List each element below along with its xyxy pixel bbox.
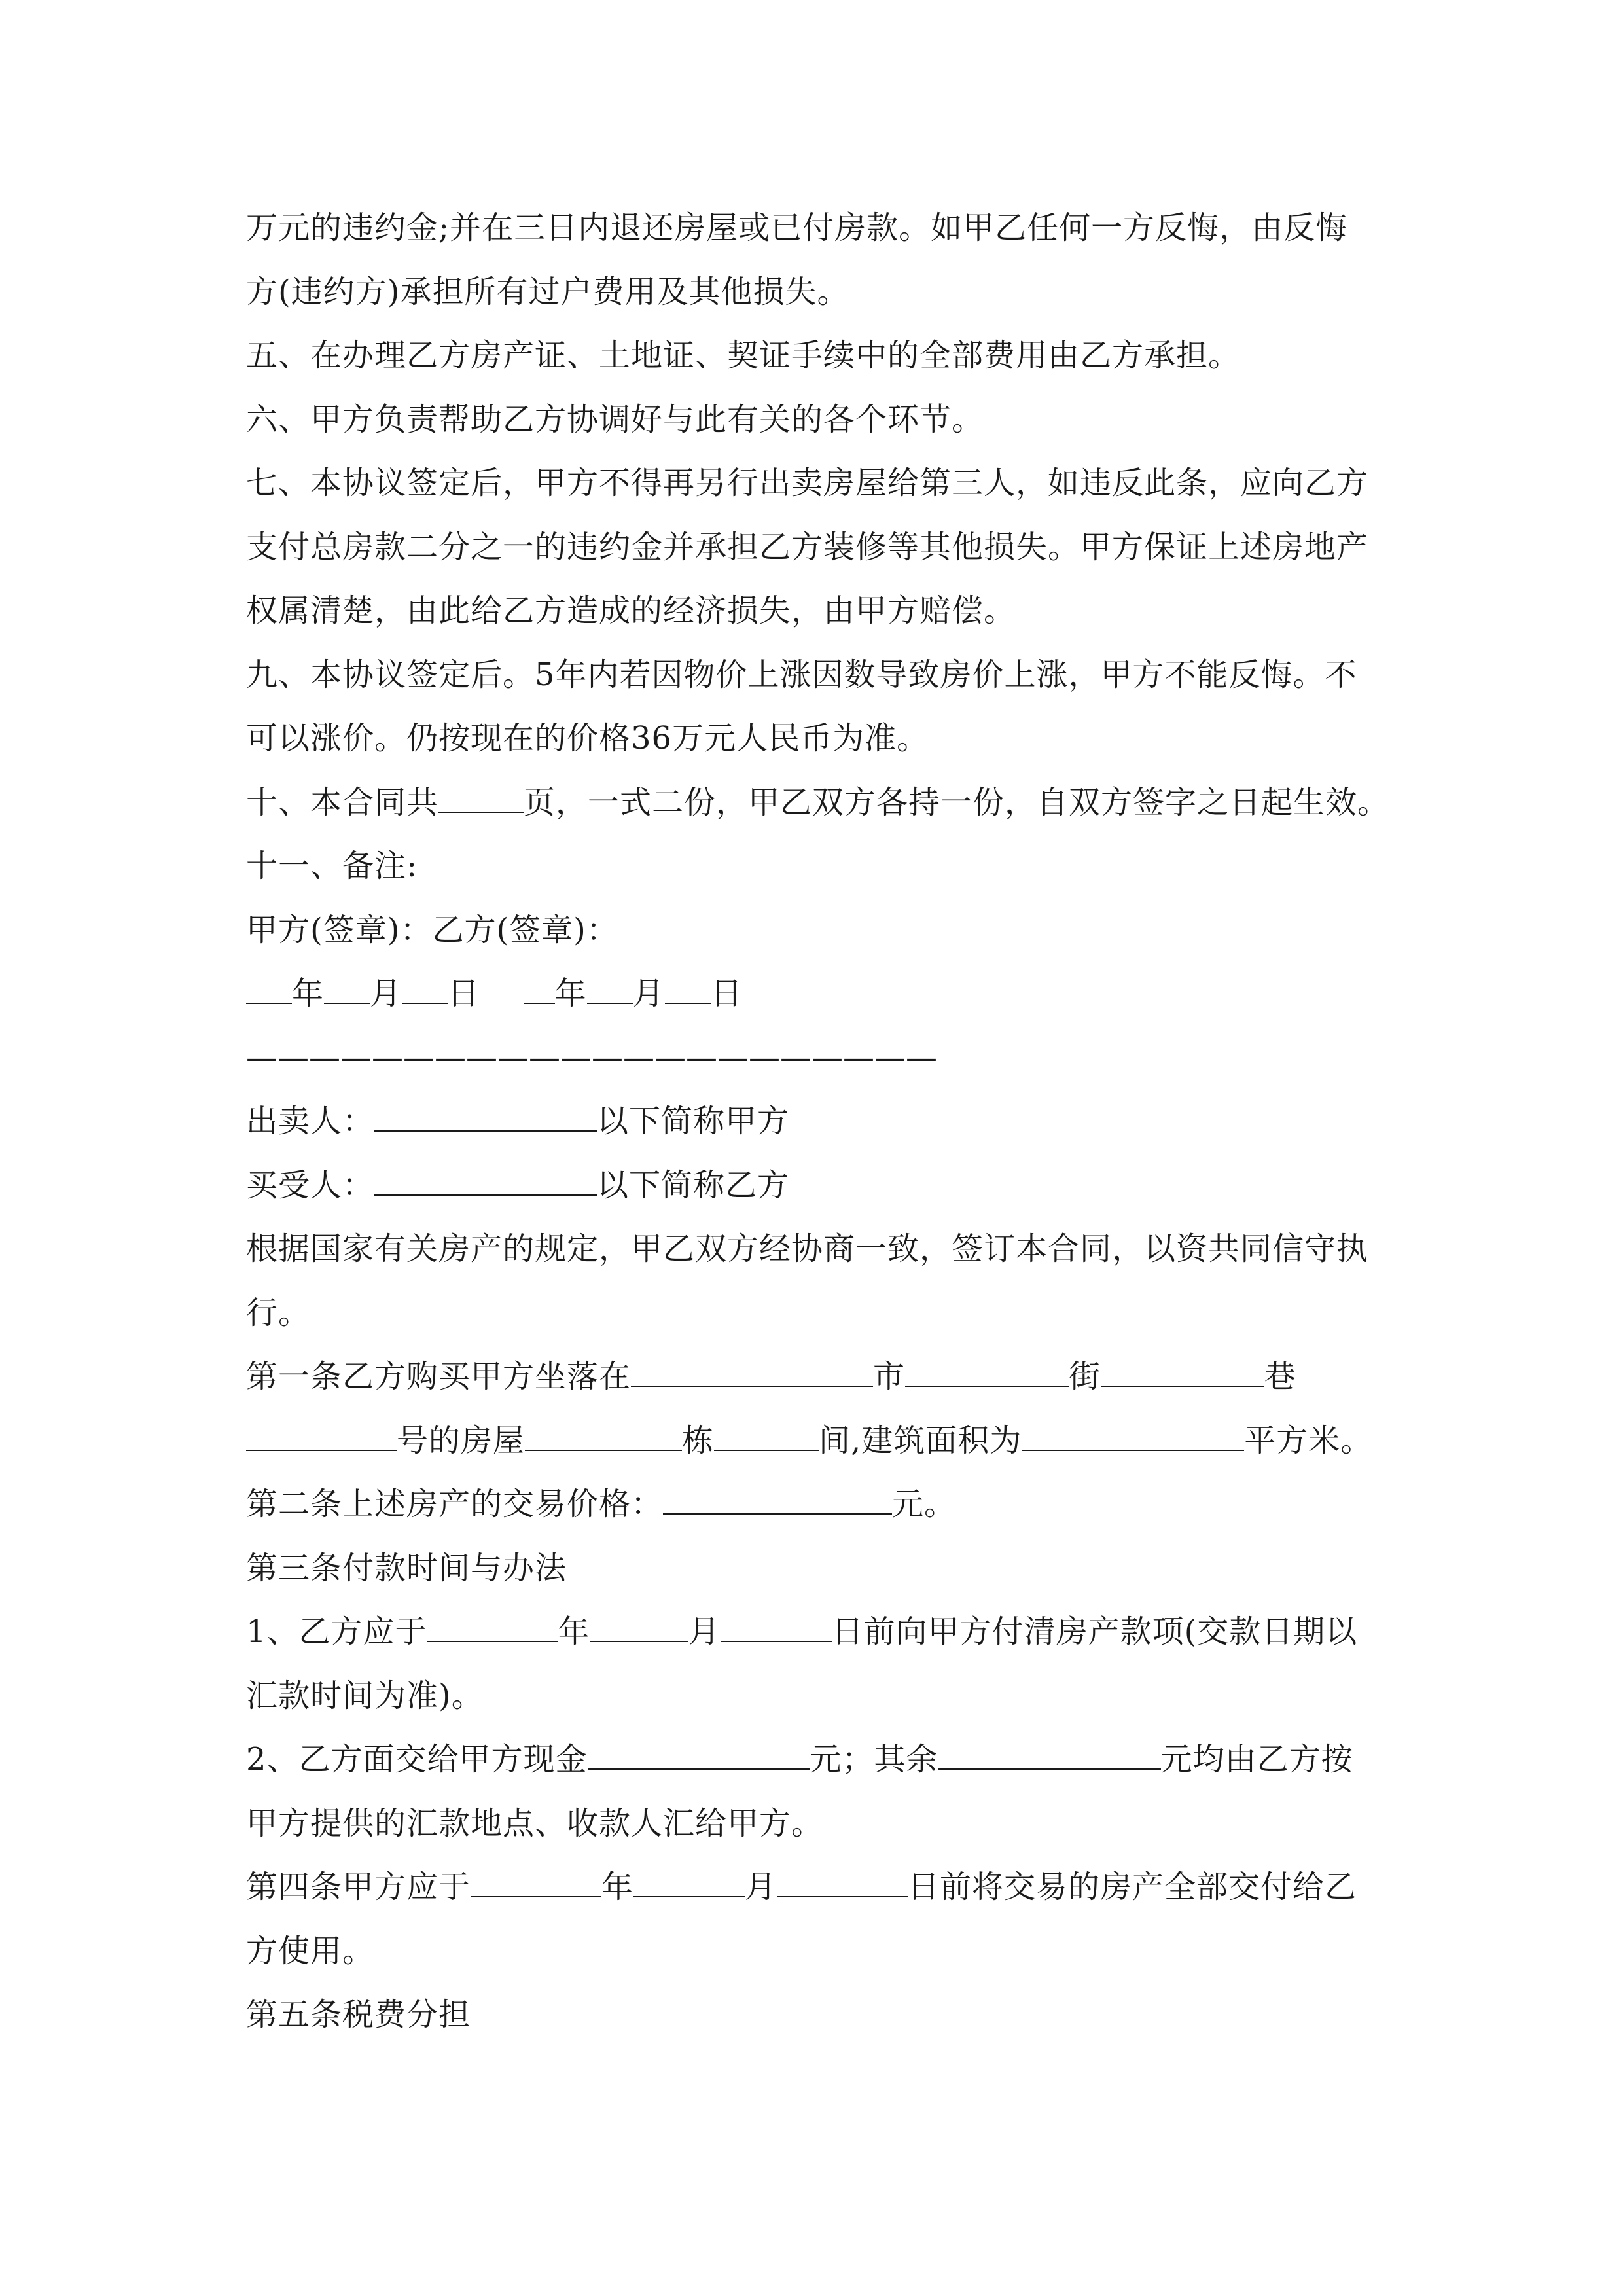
payment-one-suffix: 日前向甲方付清房产款项(交款日期以: [831, 1613, 1358, 1650]
clause-ten: [246, 783, 1411, 822]
buyer-line: [246, 1166, 1411, 1205]
clause-seven: 七、本协议签定后，甲方不得再另行出卖房屋给第三人，如违反此条，应向乙方: [246, 465, 1369, 501]
intro-line: 行。: [246, 1295, 311, 1331]
payment-day-blank[interactable]: [721, 1612, 832, 1642]
house-number-blank[interactable]: [246, 1421, 397, 1451]
seller-suffix: 以下简称甲方: [597, 1103, 790, 1139]
room-blank[interactable]: [714, 1421, 819, 1451]
party-a-month-blank[interactable]: [324, 974, 370, 1004]
paragraph-line: 可以涨价。仍按现在的价格36万元人民币为准。: [246, 720, 929, 757]
year-label: 年: [558, 1613, 590, 1650]
article-two-prefix: 第二条上述房产的交易价格：: [246, 1486, 664, 1522]
street-label: 街: [1069, 1358, 1101, 1395]
building-blank[interactable]: [525, 1421, 682, 1451]
day-label: 日: [710, 975, 743, 1012]
buyer-name-blank[interactable]: [374, 1166, 597, 1196]
paragraph-line: 万元的违约金;并在三日内退还房屋或已付房款。如甲乙任何一方反悔，由反悔: [246, 209, 1348, 246]
building-label: 栋: [682, 1422, 715, 1459]
payment-month-blank[interactable]: [590, 1612, 688, 1642]
clause-five: 五、在办理乙方房产证、土地证、契证手续中的全部费用由乙方承担。: [246, 337, 1241, 374]
payment-two-mid: 元；其余: [810, 1741, 938, 1778]
city-blank[interactable]: [905, 1357, 1069, 1387]
seller-label: 出卖人：: [246, 1103, 375, 1139]
delivery-month-blank[interactable]: [633, 1867, 745, 1897]
clause-eleven: 十一、备注:: [246, 848, 418, 884]
payment-item-one-cont: 汇款时间为准)。: [246, 1677, 484, 1714]
month-label: 月: [370, 975, 402, 1012]
city-label: 市: [873, 1358, 906, 1395]
paragraph-line: 权属清楚，由此给乙方造成的经济损失，由甲方赔偿。: [246, 592, 1016, 629]
delivery-day-blank[interactable]: [777, 1867, 908, 1897]
buyer-suffix: 以下简称乙方: [597, 1167, 790, 1204]
remainder-amount-blank[interactable]: [938, 1740, 1161, 1770]
clause-ten-prefix: 十、本合同共: [246, 784, 439, 821]
paragraph-line: 方(违约方)承担所有过户费用及其他损失。: [246, 274, 849, 310]
party-a-day-blank[interactable]: [402, 974, 448, 1004]
price-unit: 元。: [892, 1486, 957, 1522]
article-five-title: 第五条税费分担: [246, 1996, 471, 2033]
signature-dates: [246, 974, 1411, 1013]
seller-name-blank[interactable]: [374, 1102, 597, 1132]
payment-two-suffix: 元均由乙方按: [1160, 1741, 1353, 1778]
page-count-blank[interactable]: [438, 783, 524, 813]
year-label: 年: [601, 1869, 634, 1905]
delivery-year-blank[interactable]: [471, 1867, 601, 1897]
intro-line: 根据国家有关房产的规定，甲乙双方经协商一致，签订本合同，以资共同信守执: [246, 1230, 1369, 1267]
location-blank[interactable]: [631, 1357, 873, 1387]
payment-two-prefix: 2、乙方面交给甲方现金: [246, 1741, 588, 1778]
payment-year-blank[interactable]: [427, 1612, 558, 1642]
party-b-day-blank[interactable]: [665, 974, 711, 1004]
clause-nine: 九、本协议签定后。5年内若因物价上涨因数导致房价上涨，甲方不能反悔。不: [246, 656, 1357, 693]
month-label: 月: [745, 1869, 777, 1905]
house-number-label: 号的房屋: [397, 1422, 526, 1459]
article-two: [246, 1484, 1411, 1524]
clause-ten-suffix: 页，一式二份，甲乙双方各持一份，自双方签字之日起生效。: [524, 784, 1390, 821]
article-one: [246, 1357, 1411, 1396]
area-label: 间,建筑面积为: [819, 1422, 1022, 1459]
party-b-year-blank[interactable]: [524, 974, 555, 1004]
article-four-suffix: 日前将交易的房产全部交付给乙: [908, 1869, 1357, 1905]
year-label: 年: [554, 975, 587, 1012]
payment-item-two-cont: 甲方提供的汇款地点、收款人汇给甲方。: [246, 1805, 824, 1842]
year-label: 年: [292, 975, 325, 1012]
article-four-prefix: 第四条甲方应于: [246, 1869, 471, 1905]
month-label: 月: [688, 1613, 721, 1650]
payment-item-one: [246, 1612, 1411, 1651]
article-three-title: 第三条付款时间与办法: [246, 1550, 567, 1587]
section-divider: ——————————————————————: [246, 1039, 937, 1076]
party-b-month-blank[interactable]: [587, 974, 633, 1004]
lane-label: 巷: [1264, 1358, 1297, 1395]
payment-one-prefix: 1、乙方应于: [246, 1613, 427, 1650]
street-blank[interactable]: [1101, 1357, 1264, 1387]
paragraph-line: 支付总房款二分之一的违约金并承担乙方装修等其他损失。甲方保证上述房地产: [246, 529, 1369, 565]
day-label: 日: [448, 975, 480, 1012]
article-four: [246, 1867, 1411, 1907]
area-blank[interactable]: [1022, 1421, 1244, 1451]
signature-labels: 甲方(签章)：乙方(签章)：: [246, 912, 618, 948]
payment-item-two: [246, 1740, 1411, 1779]
article-one-prefix: 第一条乙方购买甲方坐落在: [246, 1358, 632, 1395]
article-one-cont: [246, 1421, 1411, 1460]
area-unit: 平方米。: [1244, 1422, 1373, 1459]
buyer-label: 买受人：: [246, 1167, 375, 1204]
clause-six: 六、甲方负责帮助乙方协调好与此有关的各个环节。: [246, 401, 984, 438]
month-label: 月: [632, 975, 665, 1012]
article-four-cont: 方使用。: [246, 1933, 375, 1969]
price-blank[interactable]: [663, 1484, 892, 1515]
cash-amount-blank[interactable]: [588, 1740, 810, 1770]
seller-line: [246, 1102, 1411, 1141]
party-a-year-blank[interactable]: [246, 974, 292, 1004]
